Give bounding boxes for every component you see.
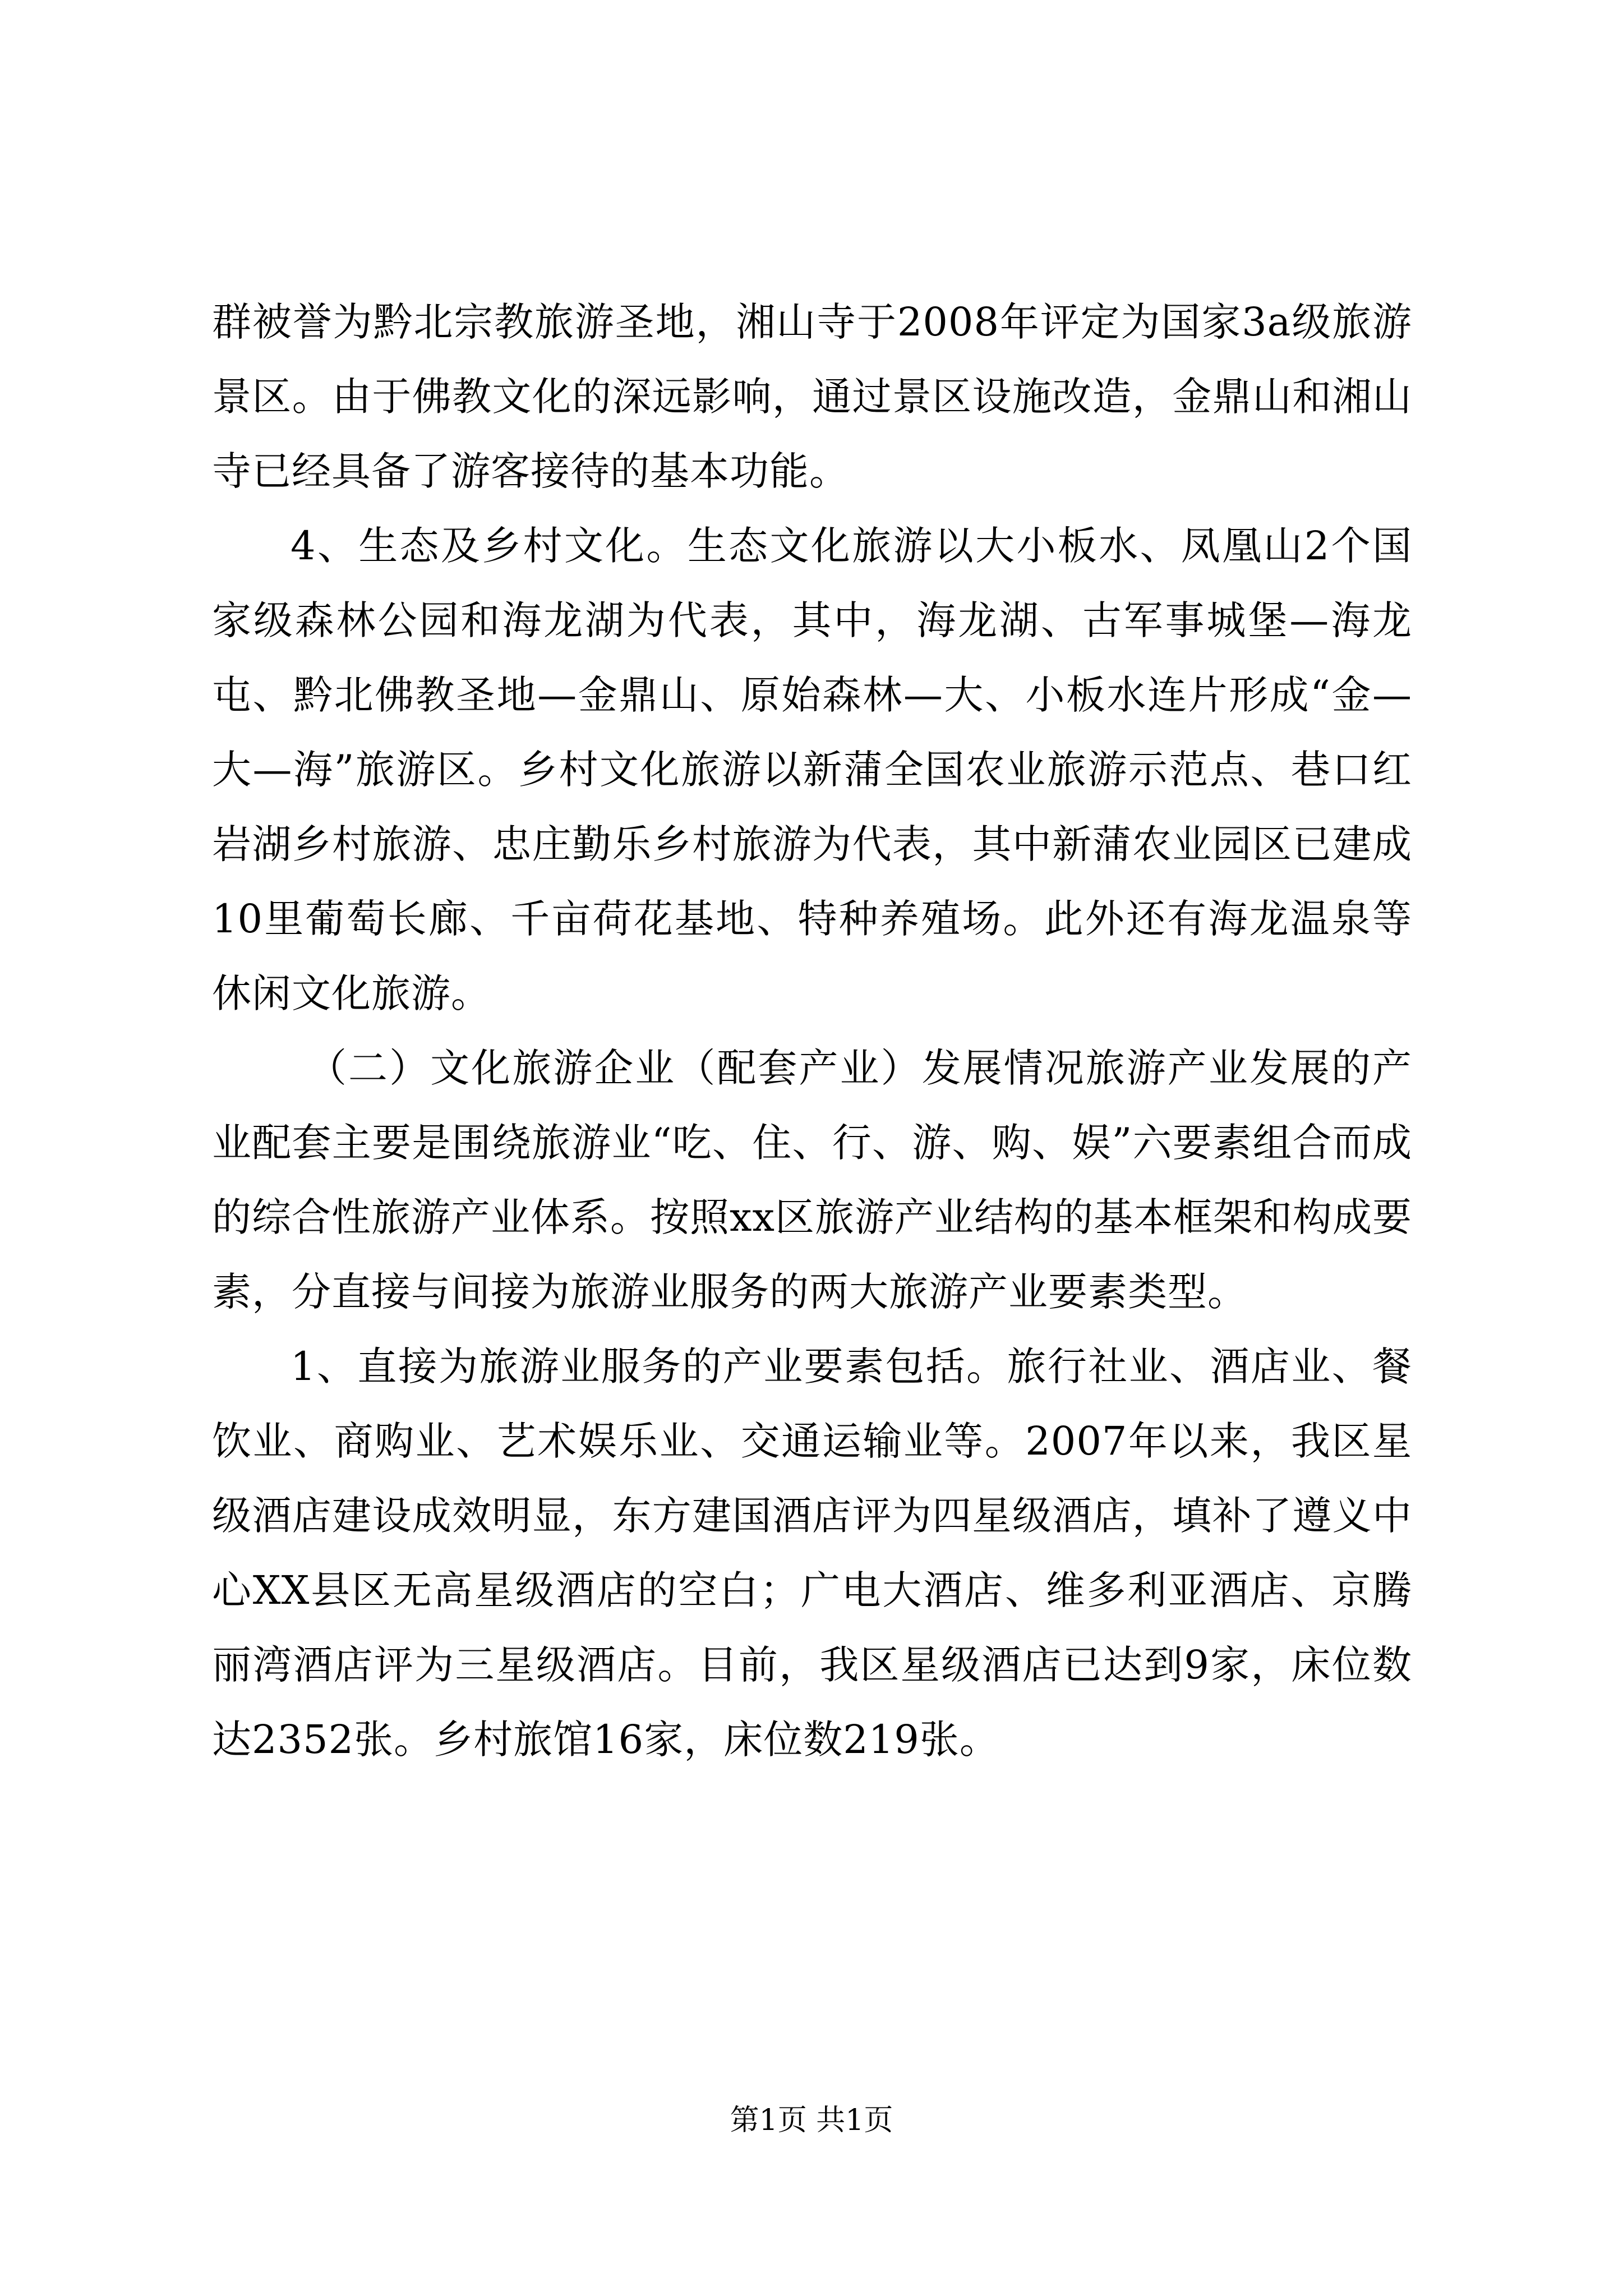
body-text — [212, 285, 1412, 1777]
paragraph-ecology-rural-culture: 4、生态及乡村文化。生态文化旅游以大小板水、凤凰山2个国家级森林公园和海龙湖为代表，其中，海龙湖、古军事城堡—海龙屯、黔北佛教圣地—金鼎山、原始森林—大、小板水连片形成“金—大—海”旅游区。乡村文化旅游以新蒲全国农业旅游示范点、巷口红岩湖乡村旅游、忠庄勤乐乡村旅游为代表，其中新蒲农业园区已建成10里葡萄长廊、千亩荷花基地、特种养殖场。此外还有海龙温泉等休闲文化旅游。 — [212, 523, 1412, 1016]
paragraph-direct-service-industries: 1、直接为旅游业服务的产业要素包括。旅行社业、酒店业、餐饮业、商购业、艺术娱乐业、交通运输业等。2007年以来，我区星级酒店建设成效明显，东方建国酒店评为四星级酒店，填补了遵义中心XX县区无高星级酒店的空白；广电大酒店、维多利亚酒店、京腾丽湾酒店评为三星级酒店。目前，我区星级酒店已达到9家，床位数达2352张。乡村旅馆16家，床位数219张。 — [212, 1343, 1412, 1763]
paragraph-tourism-enterprises: （二）文化旅游企业（配套产业）发展情况旅游产业发展的产业配套主要是围绕旅游业“吃、住、行、游、购、娱”六要素组合而成的综合性旅游产业体系。按照xx区旅游产业结构的基本框架和构成要素，分直接与间接为旅游业服务的两大旅游产业要素类型。 — [212, 1045, 1412, 1315]
page-footer: 第1页 共1页 — [730, 2104, 893, 2137]
paragraph-continuation: 群被誉为黔北宗教旅游圣地，湘山寺于2008年评定为国家3a级旅游景区。由于佛教文化的深远影响，通过景区设施改造，金鼎山和湘山寺已经具备了游客接待的基本功能。 — [212, 299, 1412, 494]
